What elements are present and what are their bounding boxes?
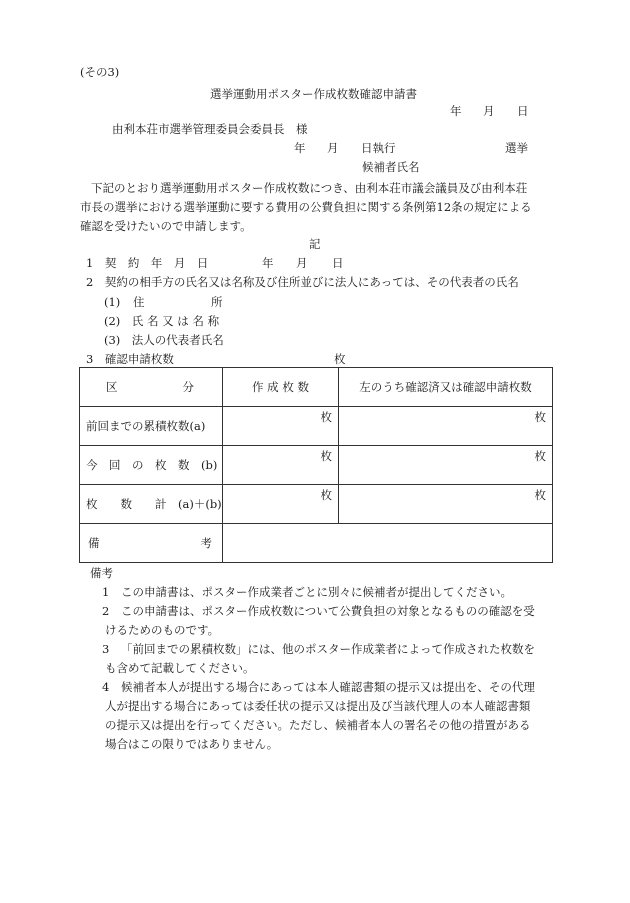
date-day: 日 bbox=[517, 104, 529, 118]
count-table bbox=[79, 367, 553, 563]
confirmed-count-cell[interactable] bbox=[339, 485, 553, 524]
created-count-cell[interactable] bbox=[223, 485, 339, 524]
row-label bbox=[80, 446, 223, 485]
row-label-text bbox=[80, 496, 222, 512]
header-category-b: 分 bbox=[182, 380, 194, 394]
header-category-a: 区 bbox=[106, 380, 118, 394]
confirmed-count-cell[interactable] bbox=[339, 407, 553, 446]
table-row bbox=[80, 485, 553, 524]
unit-label: 枚 bbox=[320, 449, 332, 463]
item2-sub1-b: 所 bbox=[211, 295, 223, 309]
row-label-text: 前回までの累積枚数(a) bbox=[86, 419, 206, 433]
note-line: の提示又は提出を行ってください。ただし、候補者本人の署名その他の措置がある bbox=[105, 718, 531, 732]
header-created-count: 作 成 枚 数 bbox=[223, 368, 339, 407]
created-count-cell[interactable] bbox=[223, 407, 339, 446]
note-number: 2 bbox=[102, 604, 110, 618]
item2-label: 2 契約の相手方の氏名又は名称及び住所並びに法人にあっては、その代表者の氏名 bbox=[86, 275, 519, 289]
note-line: けるためのものです。 bbox=[105, 623, 220, 637]
unit-label: 枚 bbox=[320, 488, 332, 502]
date-month: 月 bbox=[483, 104, 495, 118]
item3-label: 3 確認申請枚数 bbox=[86, 352, 174, 366]
row-label bbox=[80, 485, 223, 524]
table-header-row bbox=[80, 368, 553, 407]
election-type: 選挙 bbox=[505, 141, 528, 155]
unit-label: 枚 bbox=[534, 488, 546, 502]
header-confirmed-count: 左のうち確認済又は確認申請枚数 bbox=[339, 368, 553, 407]
remarks-label-b: 考 bbox=[200, 536, 212, 550]
confirmed-count-cell[interactable] bbox=[339, 446, 553, 485]
election-month: 月 bbox=[327, 141, 339, 155]
item1-month: 月 bbox=[296, 256, 308, 270]
note-line: この申請書は、ポスター作成業者ごとに別々に候補者が提出してください。 bbox=[121, 585, 512, 599]
addressee: 由利本荘市選挙管理委員会委員長 様 bbox=[112, 122, 308, 136]
note-number: 1 bbox=[102, 585, 110, 599]
item2-sub2: (2) 氏 名 又 は 名 称 bbox=[104, 314, 220, 328]
item2-sub1-num: (1) bbox=[104, 295, 121, 309]
item2-sub1-a: 住 bbox=[133, 295, 145, 309]
note-line: も含めて記載してください。 bbox=[105, 661, 255, 675]
note-line: 候補者本人が提出する場合にあっては本人確認書類の提示又は提出を、その代理 bbox=[121, 680, 535, 694]
election-day-held: 日執行 bbox=[361, 141, 396, 155]
item1-day: 日 bbox=[332, 256, 344, 270]
candidate-name-label: 候補者氏名 bbox=[362, 160, 420, 174]
item3-unit: 枚 bbox=[334, 352, 346, 366]
header-category bbox=[80, 368, 223, 407]
note-number: 4 bbox=[102, 680, 110, 694]
remarks-label bbox=[80, 524, 223, 563]
item2-sub3: (3) 法人の代表者氏名 bbox=[104, 333, 224, 347]
unit-label: 枚 bbox=[534, 410, 546, 424]
note-line: 場合はこの限りではありません。 bbox=[105, 737, 279, 751]
remarks-cell[interactable] bbox=[223, 524, 553, 563]
date-year: 年 bbox=[450, 104, 462, 118]
page-title: 選挙運動用ポスター作成枚数確認申請書 bbox=[210, 87, 417, 101]
note-line: 人が提出する場合にあっては委任状の提示又は提出及び当該代理人の本人確認書類 bbox=[105, 699, 531, 713]
unit-label: 枚 bbox=[534, 449, 546, 463]
table-row bbox=[80, 524, 553, 563]
row-label-text: 今 回 の 枚 数 (b) bbox=[86, 458, 218, 472]
unit-label: 枚 bbox=[320, 410, 332, 424]
intro-line: 確認を受けたいので申請します。 bbox=[80, 219, 252, 233]
created-count-cell[interactable] bbox=[223, 446, 339, 485]
remarks-label-a: 備 bbox=[88, 536, 100, 550]
intro-line: 市長の選挙における選挙運動に要する費用の公費負担に関する条例第12条の規定による bbox=[80, 200, 532, 214]
total-label-a: 枚 数 計 bbox=[86, 497, 167, 511]
ki-heading: 記 bbox=[309, 237, 321, 251]
total-label-b: (a)＋(b) bbox=[178, 497, 222, 511]
intro-line: 下記のとおり選挙運動用ポスター作成枚数につき、由利本荘市議会議員及び由利本荘 bbox=[91, 181, 528, 195]
notes-title: 備考 bbox=[90, 566, 113, 580]
row-label bbox=[80, 407, 223, 446]
election-year: 年 bbox=[294, 141, 306, 155]
note-number: 3 bbox=[102, 642, 110, 656]
form-number: (その3) bbox=[80, 65, 120, 79]
note-line: この申請書は、ポスター作成枚数について公費負担の対象となるものの確認を受 bbox=[121, 604, 535, 618]
note-line: 「前回までの累積枚数」には、他のポスター作成業者によって作成された枚数を bbox=[121, 642, 535, 656]
table-row bbox=[80, 446, 553, 485]
table-row bbox=[80, 407, 553, 446]
item1-year: 年 bbox=[262, 256, 274, 270]
item1-label: 1 契 約 年 月 日 bbox=[86, 256, 209, 270]
